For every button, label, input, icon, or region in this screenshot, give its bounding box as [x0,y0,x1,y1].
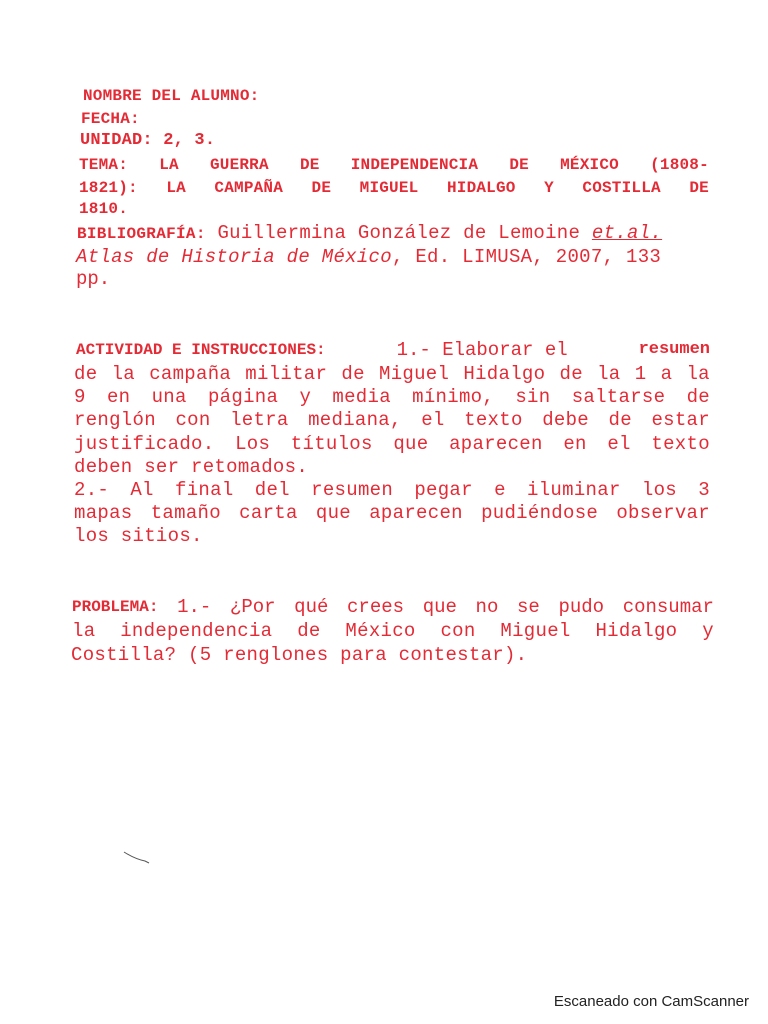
word: con [175,409,211,431]
word: de [297,620,321,642]
word: e [494,479,506,501]
word: final [175,479,234,501]
word: crees [347,596,405,618]
word: 3 [698,479,710,501]
word: la [597,363,621,385]
word: (1808- [650,156,709,174]
problem-line-2 [72,621,714,641]
word: en [563,433,587,455]
word: tamaño [150,502,221,524]
word: que [422,596,457,618]
word: Los [235,433,271,455]
word: observar [616,502,710,524]
word: GUERRA [209,156,269,174]
activity-line-1 [76,340,710,360]
word: no [475,596,499,618]
word: COSTILLA [582,179,661,197]
bibliography-line-2 [76,247,661,267]
word: del [254,479,290,501]
word: pegar [414,479,473,501]
word: se [517,596,540,618]
word: pudiéndose [481,502,599,524]
word: estar [651,409,710,431]
word: 9 [74,386,86,408]
word: 1 [634,363,647,385]
bibliography-pages: pp. [76,268,111,290]
word: letra [230,409,289,431]
activity-line-5 [74,434,710,454]
activity-label: ACTIVIDAD E INSTRUCCIONES: [76,341,326,359]
problem-line-3: Costilla? (5 renglones para contestar). [71,644,528,666]
scanner-watermark: Escaneado con CamScanner [553,993,749,1010]
word: texto [464,409,523,431]
bibliography-title: Atlas de Historia de México [76,246,392,268]
word: 1821): [79,179,138,197]
word: 1.- [177,596,212,618]
word: renglón [74,409,156,431]
word: la [111,363,135,385]
word: DE [689,179,709,197]
activity-line-8 [74,503,710,523]
word: página [207,386,279,408]
word: saltarse [571,386,666,408]
word: campaña [149,363,232,385]
word: y [299,386,312,408]
word: media [332,386,391,408]
word: una [151,386,187,408]
word: mínimo, [412,386,495,408]
word: la [72,620,96,642]
activity-line-2 [74,364,710,384]
activity-line-7 [74,480,710,500]
topic-label: TEMA: [79,156,129,174]
word: LA [166,179,186,197]
bibliography-author: Guillermina González de Lemoine [217,222,581,244]
word: independencia [120,620,273,642]
word: de [74,363,98,385]
word: militar [245,363,328,385]
word: DE [311,179,332,197]
word: HIDALGO [446,179,516,197]
word: Hidalgo [463,363,546,385]
student-name-label: NOMBRE DEL ALUMNO: [83,87,260,105]
activity-line-6: deben ser retomados. [74,456,309,478]
word: que [393,433,429,455]
activity-line-4 [74,410,710,430]
word: pudo [558,596,605,618]
word: carta [239,502,298,524]
word: Hidalgo [595,620,678,642]
word: DE [299,156,320,174]
activity-summary-word: resumen [638,340,710,359]
word: sin [515,386,551,408]
word: INDEPENDENCIA [350,156,479,174]
word: con [440,620,476,642]
word: el [421,409,445,431]
word: de [341,363,365,385]
pencil-scratch-mark [123,850,153,870]
word: mediana, [308,409,402,431]
word: México [345,620,416,642]
topic-line-1 [79,155,709,175]
word: qué [294,596,329,618]
topic-line-3: 1810. [79,200,129,218]
word: mapas [74,502,133,524]
word: DE [509,156,529,174]
word: consumar [622,596,714,618]
word: de [686,386,710,408]
word: MÉXICO [560,156,619,174]
word: de [559,363,583,385]
bibliography-line-1 [77,223,662,244]
word: la [686,363,710,385]
word: CAMPAÑA [214,179,284,197]
word: los [641,479,678,501]
word: aparecen [369,502,463,524]
topic-line-2 [79,178,709,198]
unit-label: UNIDAD: 2, 3. [80,131,216,150]
word: que [315,502,352,524]
activity-line-3 [74,387,710,407]
word: Miguel [500,620,571,642]
word: Al [130,479,154,501]
problem-line-1 [72,597,714,617]
word: debe [542,409,589,431]
word: de [608,409,632,431]
word: LA [159,156,179,174]
problem-label: PROBLEMA: [72,598,159,616]
word: en [106,386,131,408]
word: a [660,363,673,385]
date-label: FECHA: [81,110,140,128]
word: el [607,433,631,455]
activity-step-1: 1.- Elaborar el [396,339,568,361]
word: Y [544,179,554,197]
word: justificado. [74,433,215,455]
word: títulos [290,433,373,455]
activity-line-9: los sitios. [74,525,203,547]
word: 2.- [74,479,110,501]
word: y [702,620,714,642]
word: ¿Por [229,596,276,618]
bibliography-etal: et.al. [591,222,663,244]
word: aparecen [449,433,543,455]
word: resumen [311,479,394,501]
word: texto [651,433,710,455]
word: MIGUEL [359,179,419,197]
bibliography-publisher: , Ed. LIMUSA, 2007, 133 [391,246,662,268]
word: iluminar [527,479,621,501]
word: Miguel [379,363,450,385]
bibliography-label: BIBLIOGRAFÍA: [77,225,206,243]
